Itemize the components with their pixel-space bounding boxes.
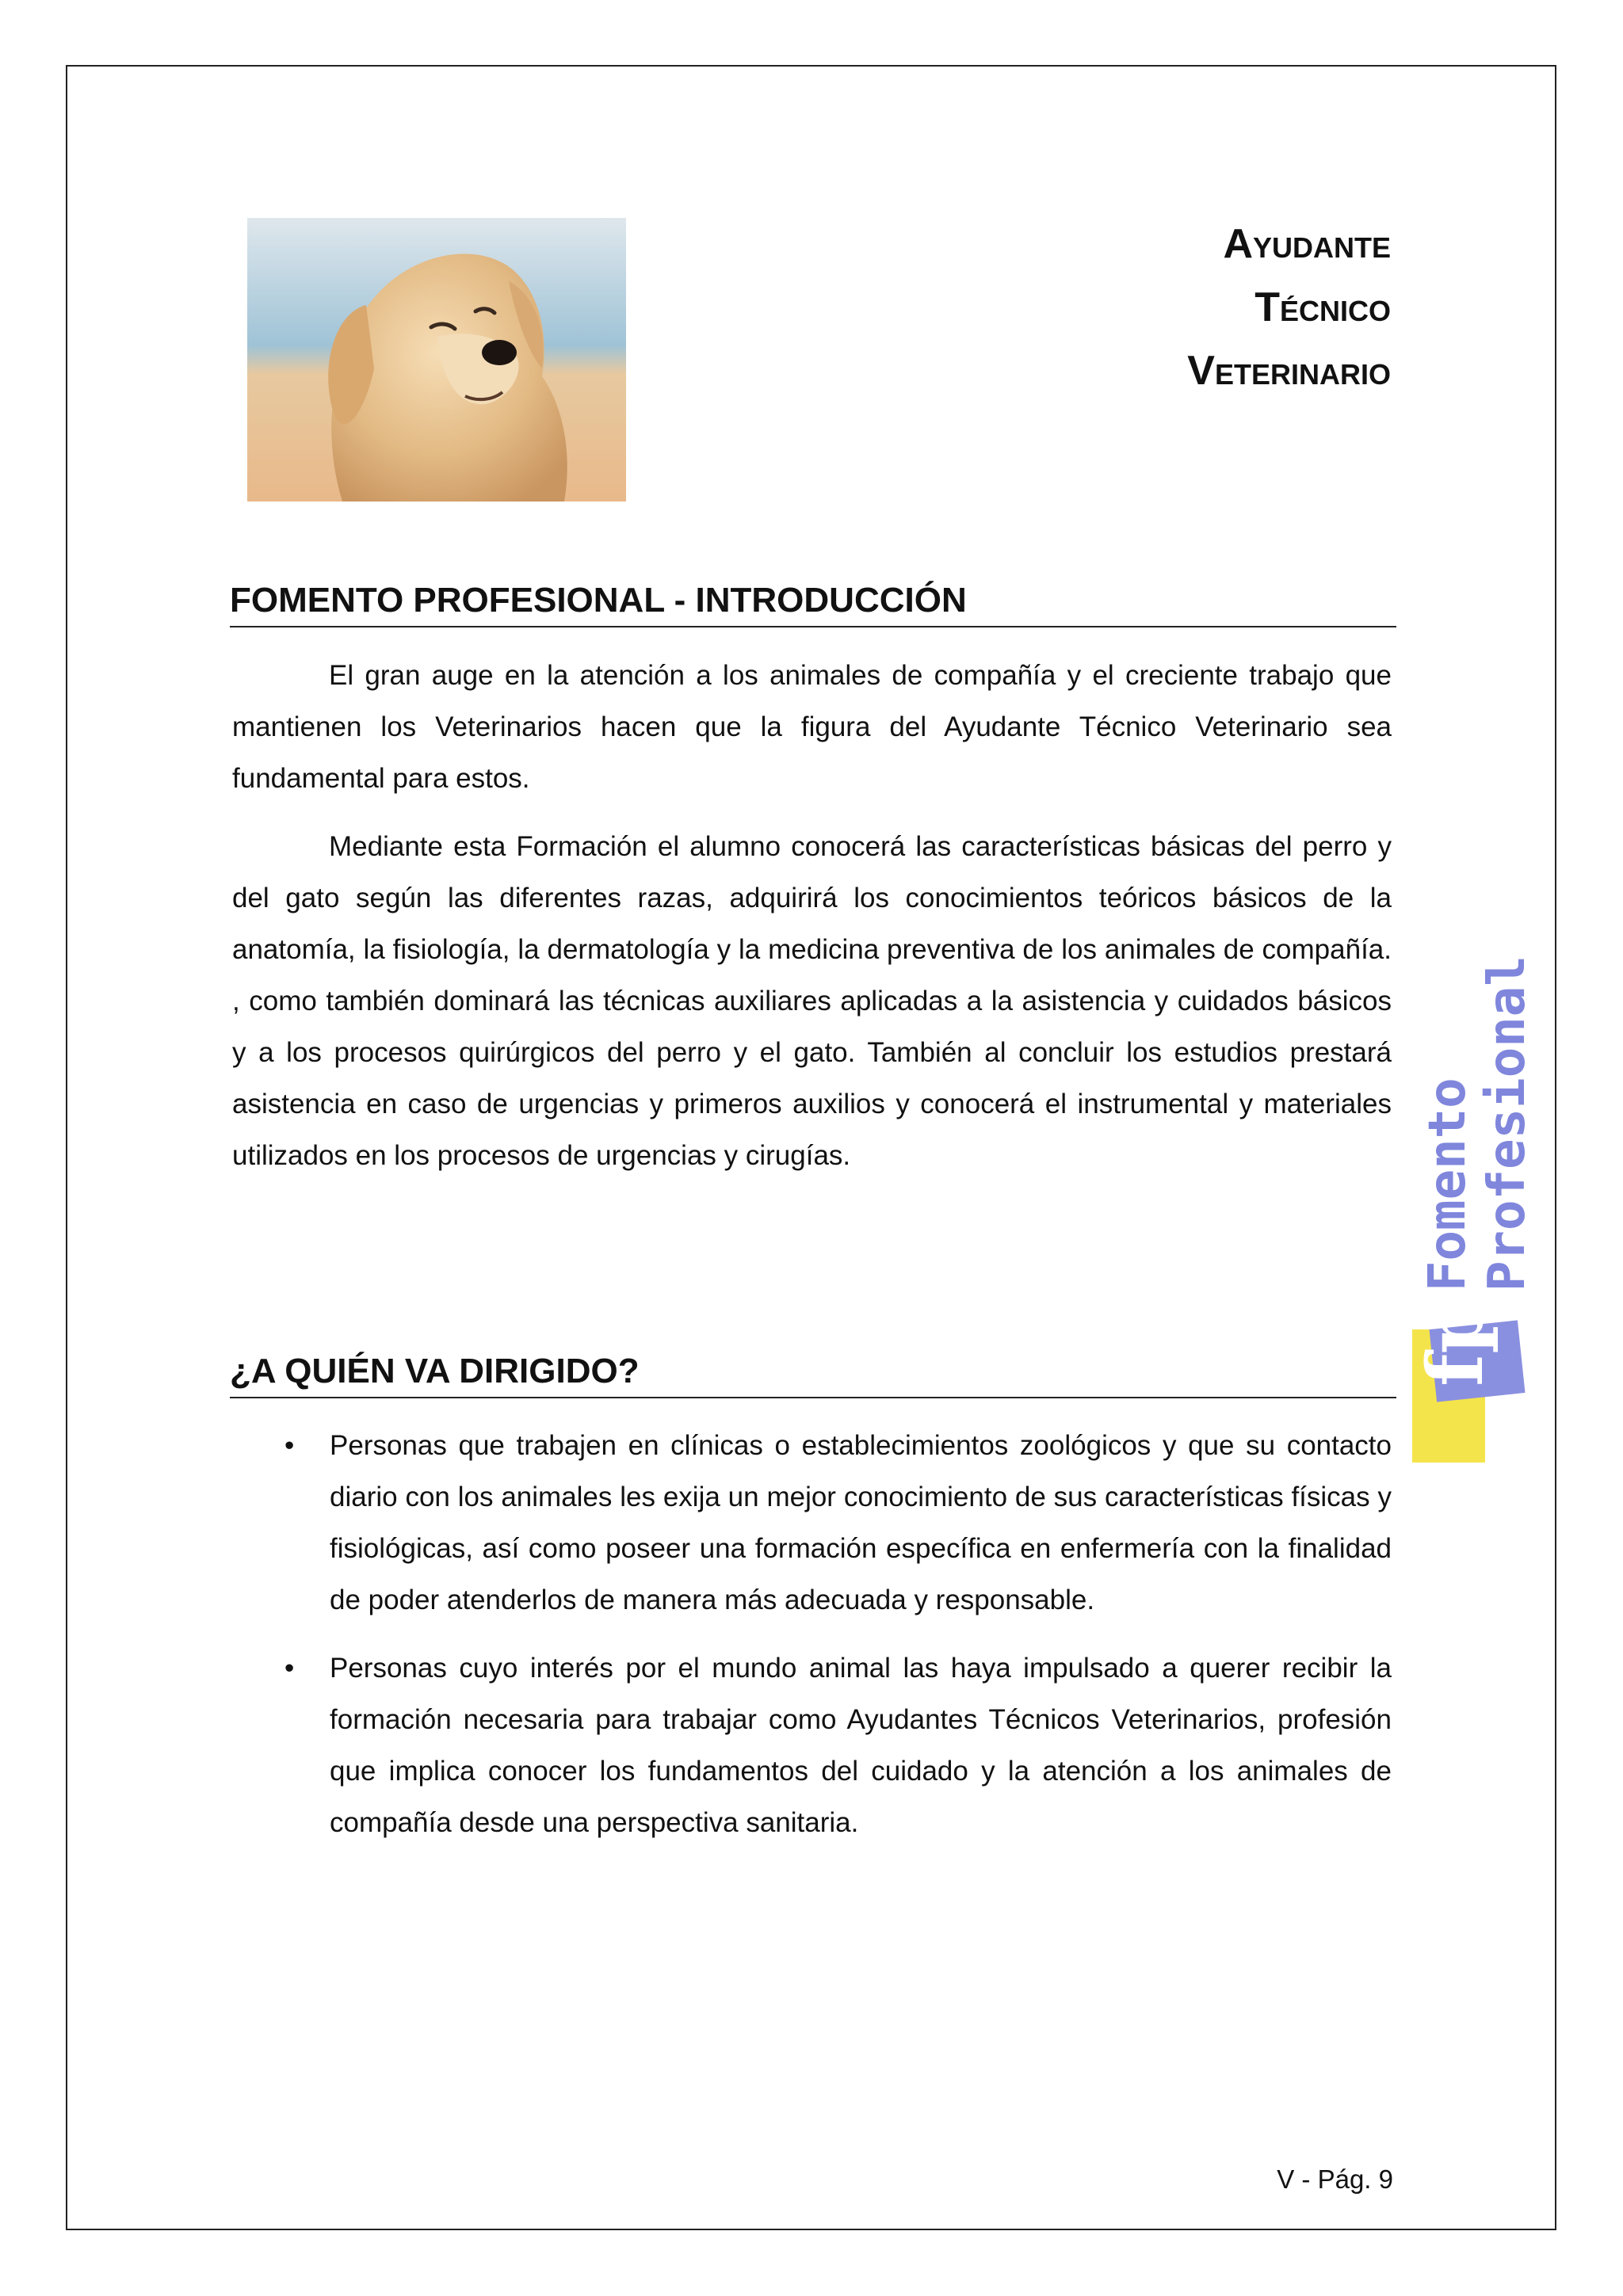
section-heading-target: ¿A QUIÉN VA DIRIGIDO? (230, 1349, 1396, 1398)
intro-paragraph-2: Mediante esta Formación el alumno conocerá las características básicas del perro y del gato según las diferentes razas, adquirirá los conocimientos teóricos básicos de la anatomía, la fisiología, la dermatología y la medicina preventiva de los animales de compañía. , como también dominará las técnicas auxiliares aplicadas a la asistencia y cuidados básicos y a los procesos quirúrgicos del perro y el gato. También al concluir los estudios prestará asistencia en caso de urgencias y primeros auxilios y conocerá el instrumental y materiales utilizados en los procesos de urgencias y cirugías. (232, 831, 1392, 1171)
list-item (232, 1642, 1392, 1848)
title-line-2: Técnico (1254, 284, 1391, 330)
bullet-icon: • (285, 1653, 295, 1684)
page-title (1187, 212, 1391, 402)
intro-paragraph-1: El gran auge en la atención a los animales de compañía y el creciente trabajo que mantienen los Veterinarios hacen que la figura del Ayudante Técnico Veterinario sea fundamental para estos. (232, 660, 1392, 794)
brand-text-fomento: Fomento (1419, 1077, 1477, 1291)
fp-logo-letters: fp (1411, 1300, 1500, 1386)
list-item (232, 1420, 1392, 1626)
page-number: V - Pág. 9 (1277, 2164, 1393, 2194)
list-item-text: Personas cuyo interés por el mundo animal las haya impulsado a querer recibir la formación necesaria para trabajar como Ayudantes Técnicos Veterinarios, profesión que implica conocer los fundamentos del cuidado y la atención a los animales de compañía desde una perspectiva sanitaria. (330, 1653, 1392, 1838)
bullet-icon: • (285, 1430, 295, 1461)
title-line-3: Veterinario (1187, 348, 1391, 394)
dog-photo (247, 218, 626, 502)
list-item-text: Personas que trabajen en clínicas o establecimientos zoológicos y que su contacto diario con los animales les exija un mejor conocimiento de sus características físicas y fisiológicas, así como poseer una formación específica en enfermería con la finalidad de poder atenderlos de manera más adecuada y responsable. (330, 1430, 1392, 1615)
target-list (232, 1420, 1392, 1865)
brand-logo (1409, 864, 1536, 1466)
title-line-1: Ayudante (1223, 221, 1391, 267)
brand-text-profesional: Profesional (1478, 955, 1536, 1291)
section-heading-intro: FOMENTO PROFESIONAL - INTRODUCCIÓN (230, 578, 1396, 627)
